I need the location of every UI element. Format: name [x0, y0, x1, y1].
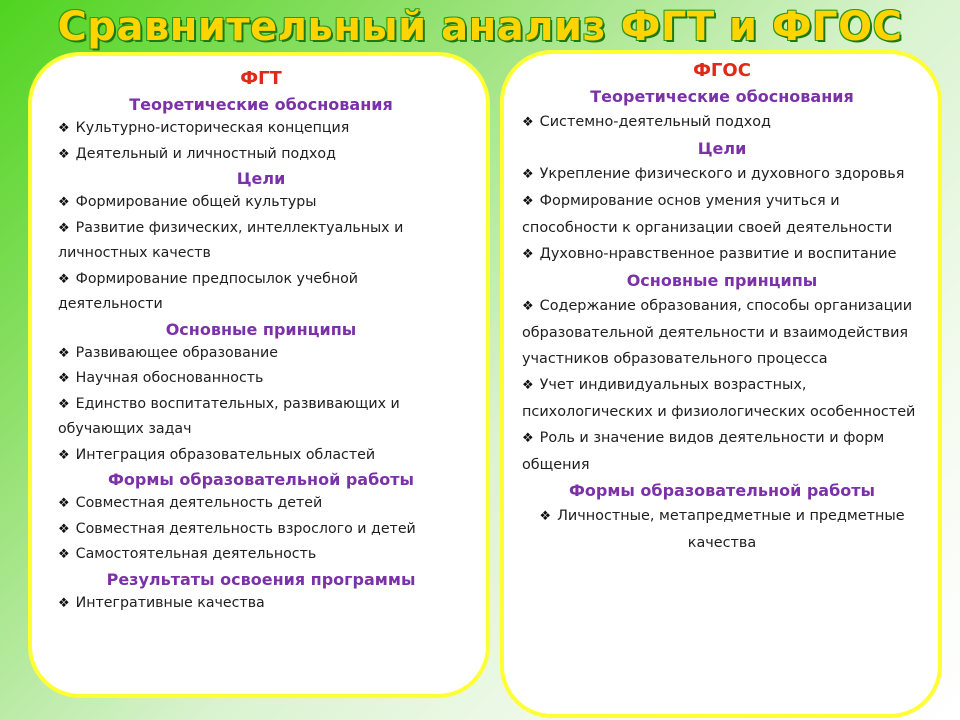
section-title: Цели [697, 139, 747, 158]
list-item [58, 116, 464, 142]
list-item [58, 591, 464, 617]
list-item [58, 517, 464, 543]
fgos-heading: ФГОС [693, 60, 751, 81]
list-item [58, 142, 464, 168]
list-item-text: Системно-деятельный подход [539, 114, 771, 130]
list-item-text: Личностные, метапредметные и предметные качества [557, 508, 905, 551]
list-item-text: Деятельный и личностный подход [75, 145, 336, 162]
list-item [58, 216, 464, 267]
list-item [522, 372, 922, 425]
diamond-bullet-icon: ❖ [58, 195, 70, 210]
list-item-text: Формирование предпосылок учебной деятельности [58, 270, 358, 312]
fgt-sections [58, 95, 464, 616]
fgos-sections [522, 87, 922, 556]
diamond-bullet-icon: ❖ [58, 595, 70, 611]
bullet-list [58, 491, 464, 568]
list-item [522, 188, 922, 241]
diamond-bullet-icon: ❖ [58, 396, 70, 412]
list-item [522, 503, 922, 556]
list-item-text: Формирование основ умения учиться и способности к организации своей деятельности [522, 193, 893, 236]
diamond-bullet-icon: ❖ [522, 194, 534, 209]
list-item [522, 161, 922, 188]
bullet-list [522, 109, 922, 136]
diamond-bullet-icon: ❖ [58, 496, 70, 511]
list-item-text: Укрепление физического и духовного здоровья [539, 166, 905, 182]
slide-title: Сравнительный анализ ФГТ и ФГОС [57, 4, 903, 50]
bullet-list [522, 161, 922, 268]
diamond-bullet-icon: ❖ [58, 521, 70, 537]
list-item [522, 293, 922, 372]
list-item-text: Учет индивидуальных возрастных, психологических и физиологических особенностей [522, 377, 916, 420]
diamond-bullet-icon: ❖ [58, 146, 70, 162]
bullet-list [58, 341, 464, 469]
list-item [58, 366, 464, 392]
list-item-text: Совместная деятельность взрослого и детей [75, 520, 416, 537]
fgos-panel [500, 50, 942, 718]
diamond-bullet-icon: ❖ [58, 447, 70, 463]
diamond-bullet-icon: ❖ [522, 378, 534, 393]
list-item [522, 425, 922, 478]
list-item [522, 109, 922, 136]
diamond-bullet-icon: ❖ [522, 431, 534, 446]
section-title: Результаты освоения программы [106, 569, 416, 589]
list-item-text: Содержание образования, способы организации образовательной деятельности и взаимодействия участников образовательного процесса [522, 298, 913, 367]
fgt-heading: ФГТ [240, 68, 282, 89]
diamond-bullet-icon: ❖ [522, 167, 534, 182]
list-item-text: Культурно-историческая концепция [75, 120, 350, 136]
diamond-bullet-icon: ❖ [58, 371, 70, 386]
bullet-list [58, 591, 464, 617]
section-title: Основные принципы [626, 271, 818, 290]
bullet-list [522, 503, 922, 556]
diamond-bullet-icon: ❖ [58, 345, 70, 361]
list-item [522, 241, 922, 268]
bullet-list [522, 293, 922, 478]
diamond-bullet-icon: ❖ [522, 247, 534, 262]
section-title: Основные принципы [165, 319, 357, 339]
bullet-list [58, 116, 464, 167]
section-title: Теоретические обоснования [129, 95, 393, 114]
list-item-text: Самостоятельная деятельность [75, 546, 317, 562]
list-item [58, 267, 464, 318]
list-item-text: Роль и значение видов деятельности и форм общения [522, 430, 885, 473]
sparkle-icon: ✦ [914, 671, 930, 692]
list-item [58, 491, 464, 517]
list-item [58, 190, 464, 216]
list-item-text: Единство воспитательных, развивающих и обучающих задач [58, 395, 400, 437]
list-item-text: Научная обоснованность [75, 370, 264, 386]
list-item-text: Формирование общей культуры [75, 194, 317, 210]
diamond-bullet-icon: ❖ [522, 299, 534, 314]
list-item-text: Развивающее образование [75, 344, 278, 361]
list-item-text: Совместная деятельность детей [75, 495, 323, 511]
list-item [58, 341, 464, 367]
diamond-bullet-icon: ❖ [522, 115, 534, 130]
diamond-bullet-icon: ❖ [539, 509, 552, 524]
list-item [58, 392, 464, 443]
diamond-bullet-icon: ❖ [58, 121, 70, 136]
list-item [58, 542, 464, 568]
list-item-text: Интеграция образовательных областей [75, 446, 376, 463]
diamond-bullet-icon: ❖ [58, 547, 70, 562]
diamond-bullet-icon: ❖ [58, 220, 70, 236]
section-title: Теоретические обоснования [590, 87, 854, 106]
list-item-text: Духовно-нравственное развитие и воспитание [539, 246, 897, 262]
section-title: Цели [236, 169, 286, 188]
section-title: Формы образовательной работы [569, 481, 875, 500]
fgt-panel [28, 52, 490, 698]
list-item-text: Развитие физических, интеллектуальных и личностных качеств [58, 219, 404, 261]
section-title: Формы образовательной работы [108, 470, 414, 489]
bullet-list [58, 190, 464, 318]
list-item-text: Интегративные качества [75, 594, 265, 611]
diamond-bullet-icon: ❖ [58, 271, 70, 287]
list-item [58, 443, 464, 469]
